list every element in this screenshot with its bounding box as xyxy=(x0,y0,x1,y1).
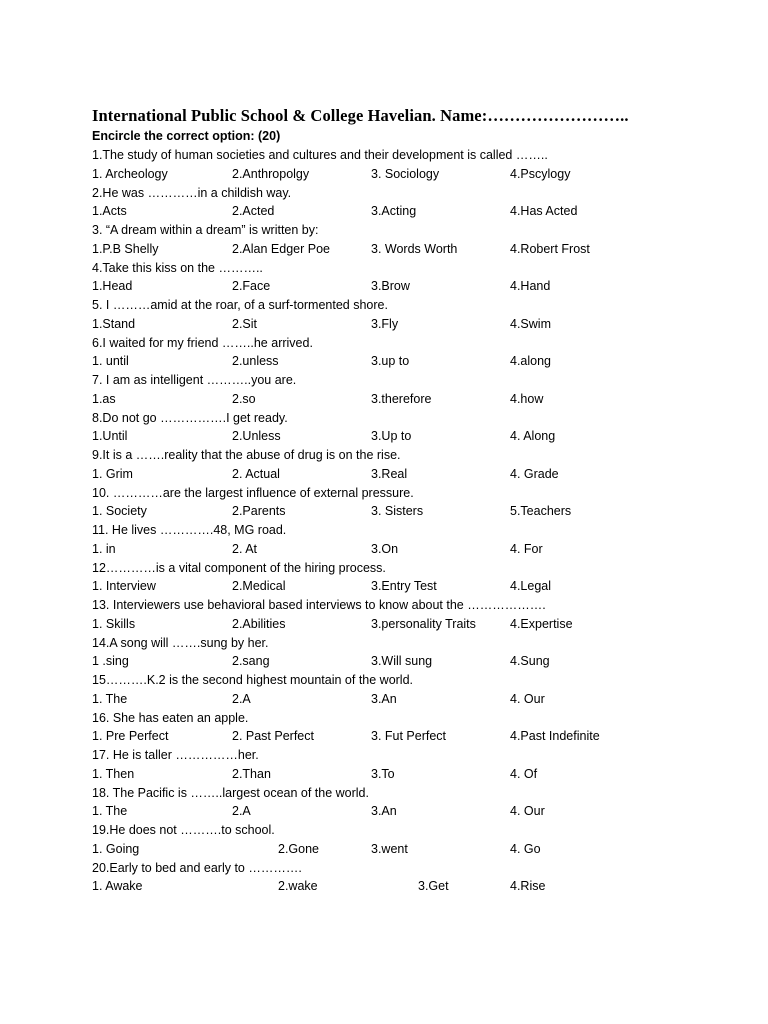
question-13: 13. Interviewers use behavioral based interviews to know about the ………………. xyxy=(92,598,546,612)
question-19: 19.He does not ……….to school. xyxy=(92,823,275,837)
option-16-4[interactable]: 4.Past Indefinite xyxy=(510,729,600,744)
option-18-3[interactable]: 3.An xyxy=(371,804,397,819)
question-2: 2.He was …………in a childish way. xyxy=(92,185,292,200)
option-10-1[interactable]: 1. Society xyxy=(92,504,147,519)
option-11-1[interactable]: 1. in xyxy=(92,541,116,556)
option-9-1[interactable]: 1. Grim xyxy=(92,466,133,481)
options-row-12 xyxy=(92,577,732,596)
option-16-3[interactable]: 3. Fut Perfect xyxy=(371,729,447,744)
question-15: 15……….K.2 is the second highest mountain of the world. xyxy=(92,673,414,687)
option-15-4[interactable]: 4. Our xyxy=(510,691,545,706)
option-2-1[interactable]: 1.Acts xyxy=(92,204,127,219)
option-17-1[interactable]: 1. Then xyxy=(92,766,135,781)
option-3-4[interactable]: 4.Robert Frost xyxy=(510,241,590,256)
options-row-2 xyxy=(92,202,732,221)
options-row-8 xyxy=(92,427,732,446)
options-row-10 xyxy=(92,502,732,521)
option-8-1[interactable]: 1.Until xyxy=(92,429,128,444)
option-13-4[interactable]: 4.Expertise xyxy=(510,616,573,631)
question-14: 14.A song will …….sung by her. xyxy=(92,635,269,650)
option-2-2[interactable]: 2.Acted xyxy=(232,204,275,219)
option-8-2[interactable]: 2.Unless xyxy=(232,429,281,444)
option-8-3[interactable]: 3.Up to xyxy=(371,429,412,444)
instruction-text: Encircle the correct option: (20) xyxy=(92,129,281,143)
option-8-4[interactable]: 4. Along xyxy=(510,429,556,444)
option-7-4[interactable]: 4.how xyxy=(510,391,544,406)
option-16-2[interactable]: 2. Past Perfect xyxy=(232,729,314,744)
question-1: 1.The study of human societies and cultures and their development is called …….. xyxy=(92,148,548,162)
question-12: 12…………is a vital component of the hiring process. xyxy=(92,560,386,575)
option-6-3[interactable]: 3.up to xyxy=(371,354,410,369)
question-18: 18. The Pacific is ……..largest ocean of the world. xyxy=(92,785,369,800)
option-17-2[interactable]: 2.Than xyxy=(232,766,271,781)
option-17-4[interactable]: 4. Of xyxy=(510,766,538,781)
option-10-2[interactable]: 2.Parents xyxy=(232,504,286,519)
question-20: 20.Early to bed and early to …………. xyxy=(92,860,302,875)
option-20-1[interactable]: 1. Awake xyxy=(92,879,143,894)
page-title: International Public School & College Havelian. Name:…………………….. xyxy=(92,106,629,125)
option-5-1[interactable]: 1.Stand xyxy=(92,316,136,331)
option-14-2[interactable]: 2.sang xyxy=(232,654,270,669)
options-row-18 xyxy=(92,802,732,821)
question-3: 3. “A dream within a dream” is written by: xyxy=(92,223,319,237)
option-1-1[interactable]: 1. Archeology xyxy=(92,166,168,181)
worksheet-page xyxy=(92,105,732,896)
option-18-2[interactable]: 2.A xyxy=(232,804,251,819)
options-row-6 xyxy=(92,352,732,371)
option-9-2[interactable]: 2. Actual xyxy=(232,466,280,481)
option-13-3[interactable]: 3.personality Traits xyxy=(371,616,476,631)
question-6: 6.I waited for my friend ……..he arrived. xyxy=(92,335,313,350)
option-17-3[interactable]: 3.To xyxy=(371,766,395,781)
options-row-7 xyxy=(92,390,732,409)
option-7-1[interactable]: 1.as xyxy=(92,391,116,406)
option-5-3[interactable]: 3.Fly xyxy=(371,316,399,331)
option-20-3[interactable]: 3.Get xyxy=(418,879,449,894)
question-5: 5. I ………amid at the roar, of a surf-tormented shore. xyxy=(92,298,388,312)
option-4-1[interactable]: 1.Head xyxy=(92,279,133,294)
option-10-4[interactable]: 5.Teachers xyxy=(510,504,572,519)
option-1-4[interactable]: 4.Pscylogy xyxy=(510,166,571,181)
option-9-4[interactable]: 4. Grade xyxy=(510,466,559,481)
option-20-4[interactable]: 4.Rise xyxy=(510,879,546,894)
option-15-2[interactable]: 2.A xyxy=(232,691,251,706)
question-17: 17. He is taller ……………her. xyxy=(92,748,259,762)
question-11: 11. He lives ………….48, MG road. xyxy=(92,523,287,537)
option-4-2[interactable]: 2.Face xyxy=(232,279,271,294)
option-10-3[interactable]: 3. Sisters xyxy=(371,504,424,519)
option-16-1[interactable]: 1. Pre Perfect xyxy=(92,729,169,744)
option-12-3[interactable]: 3.Entry Test xyxy=(371,579,437,594)
option-19-4[interactable]: 4. Go xyxy=(510,841,541,856)
option-13-2[interactable]: 2.Abilities xyxy=(232,616,286,631)
options-row-15 xyxy=(92,690,732,709)
option-12-2[interactable]: 2.Medical xyxy=(232,579,286,594)
option-3-1[interactable]: 1.P.B Shelly xyxy=(92,241,159,256)
options-row-5 xyxy=(92,315,732,334)
option-11-3[interactable]: 3.On xyxy=(371,541,399,556)
option-4-4[interactable]: 4.Hand xyxy=(510,279,551,294)
option-9-3[interactable]: 3.Real xyxy=(371,466,408,481)
option-14-3[interactable]: 3.Will sung xyxy=(371,654,433,669)
option-11-4[interactable]: 4. For xyxy=(510,541,543,556)
options-row-16 xyxy=(92,727,732,746)
option-1-2[interactable]: 2.Anthropolgy xyxy=(232,166,310,181)
option-12-1[interactable]: 1. Interview xyxy=(92,579,156,594)
option-4-3[interactable]: 3.Brow xyxy=(371,279,410,294)
option-6-2[interactable]: 2.unless xyxy=(232,354,279,369)
option-7-2[interactable]: 2.so xyxy=(232,391,256,406)
option-11-2[interactable]: 2. At xyxy=(232,541,258,556)
option-3-2[interactable]: 2.Alan Edger Poe xyxy=(232,241,330,256)
option-12-4[interactable]: 4.Legal xyxy=(510,579,552,594)
question-9: 9.It is a …….reality that the abuse of drug is on the rise. xyxy=(92,448,401,462)
option-5-4[interactable]: 4.Swim xyxy=(510,316,551,331)
question-4: 4.Take this kiss on the ……….. xyxy=(92,260,263,275)
option-14-4[interactable]: 4.Sung xyxy=(510,654,550,669)
option-18-4[interactable]: 4. Our xyxy=(510,804,545,819)
options-row-11 xyxy=(92,540,732,559)
option-19-3[interactable]: 3.went xyxy=(371,841,408,856)
question-8: 8.Do not go …………….I get ready. xyxy=(92,410,288,425)
option-19-2[interactable]: 2.Gone xyxy=(278,841,320,856)
option-13-1[interactable]: 1. Skills xyxy=(92,616,136,631)
option-3-3[interactable]: 3. Words Worth xyxy=(371,241,458,256)
question-list xyxy=(92,146,732,896)
option-15-1[interactable]: 1. The xyxy=(92,691,128,706)
options-row-3 xyxy=(92,240,732,259)
options-row-4 xyxy=(92,277,732,296)
option-1-3[interactable]: 3. Sociology xyxy=(371,166,440,181)
option-6-1[interactable]: 1. until xyxy=(92,354,129,369)
option-2-3[interactable]: 3.Acting xyxy=(371,204,417,219)
option-15-3[interactable]: 3.An xyxy=(371,691,397,706)
question-16: 16. She has eaten an apple. xyxy=(92,710,249,725)
options-row-19 xyxy=(92,840,732,859)
option-6-4[interactable]: 4.along xyxy=(510,354,552,369)
option-18-1[interactable]: 1. The xyxy=(92,804,128,819)
options-row-17 xyxy=(92,765,732,784)
option-2-4[interactable]: 4.Has Acted xyxy=(510,204,578,219)
option-20-2[interactable]: 2.wake xyxy=(278,879,318,894)
options-row-14 xyxy=(92,652,732,671)
option-19-1[interactable]: 1. Going xyxy=(92,841,140,856)
options-row-1 xyxy=(92,165,732,184)
options-row-20 xyxy=(92,877,732,896)
question-10: 10. …………are the largest influence of external pressure. xyxy=(92,485,414,500)
option-14-1[interactable]: 1 .sing xyxy=(92,654,129,669)
option-7-3[interactable]: 3.therefore xyxy=(371,391,432,406)
options-row-9 xyxy=(92,465,732,484)
option-5-2[interactable]: 2.Sit xyxy=(232,316,258,331)
question-7: 7. I am as intelligent ………..you are. xyxy=(92,373,297,387)
options-row-13 xyxy=(92,615,732,634)
